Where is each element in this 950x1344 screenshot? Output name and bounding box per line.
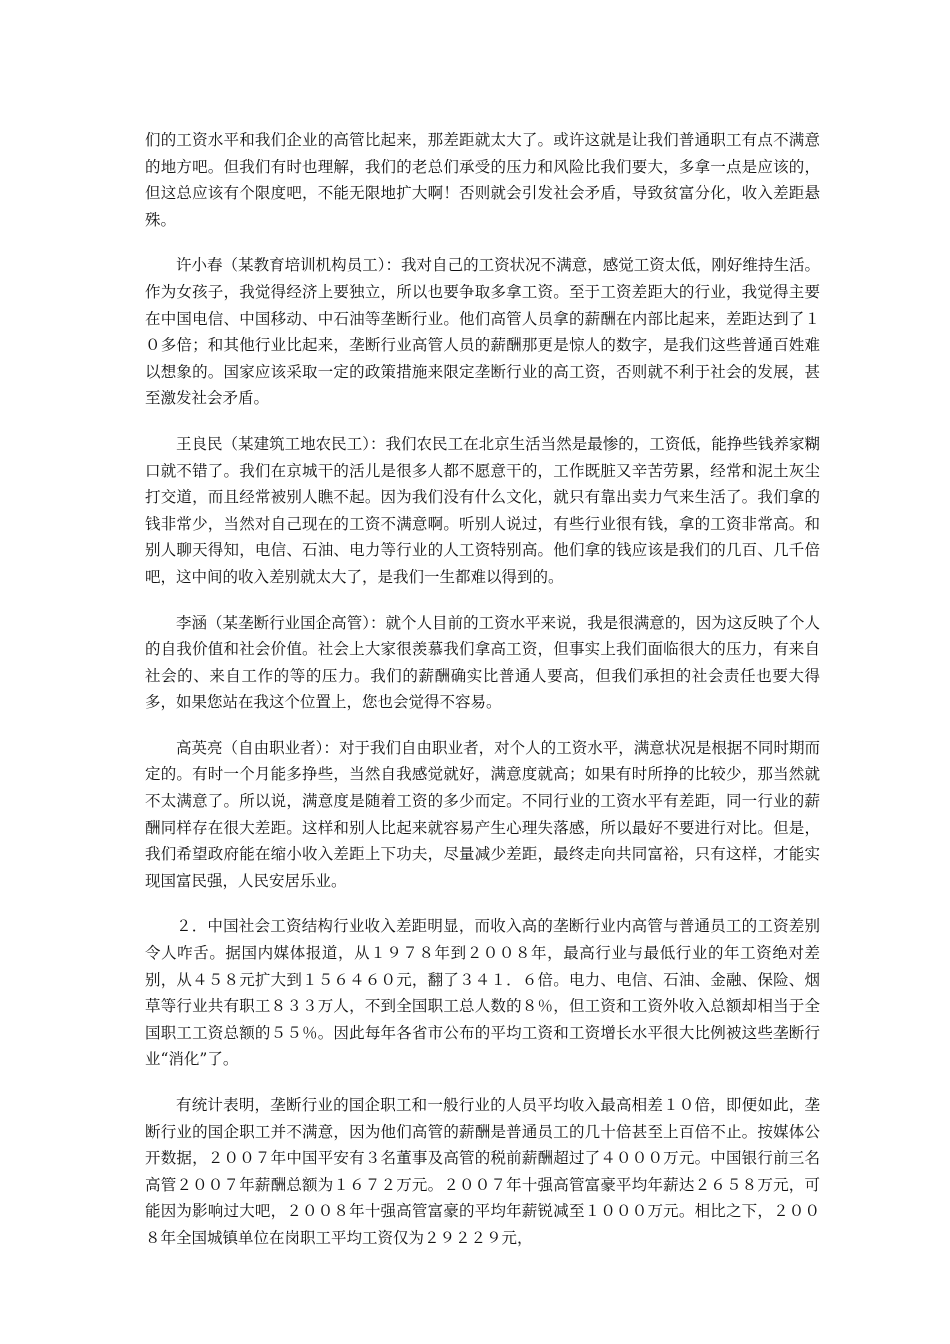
document-body [145, 127, 820, 1271]
paragraph-section-2: ２．中国社会工资结构行业收入差距明显，而收入高的垄断行业内高管与普通员工的工资差别令人咋舌。据国内媒体报道，从１９７８年到２００８年，最高行业与最低行业的年工资绝对差别，从４５８元扩大到１５６４６０元，翻了３４１．６倍。电力、电信、石油、金融、保险、烟草等行业共有职工８３３万人，不到全国职工总人数的８％，但工资和工资外收入总额却相当于全国职工工资总额的５５％。因此每年各省市公布的平均工资和工资增长水平很大比例被这些垄断行业“消化”了。 [145, 917, 820, 1069]
paragraph-statistics: 有统计表明，垄断行业的国企职工和一般行业的人员平均收入最高相差１０倍，即便如此，垄断行业的国企职工并不满意，因为他们高管的薪酬是普通员工的几十倍甚至上百倍不止。按媒体公开数据，２００７年中国平安有３名董事及高管的税前薪酬超过了４０００万元。中国银行前三名高管２００７年薪酬总额为１６７２万元。２００７年十强高管富豪平均年薪达２６５８万元，可能因为影响过大吧，２００８年十强高管富豪的平均年薪锐减至１０００万元。相比之下，２００８年全国城镇单位在岗职工平均工资仅为２９２２９元， [145, 1096, 820, 1247]
paragraph-wang-liangmin: 王良民（某建筑工地农民工）：我们农民工在北京生活当然是最惨的，工资低，能挣些钱养家糊口就不错了。我们在京城干的活儿是很多人都不愿意干的，工作既脏又辛苦劳累，经常和泥土灰尘打交道，而且经常被别人瞧不起。因为我们没有什么文化，就只有靠出卖力气来生活了。我们拿的钱非常少，当然对自己现在的工资不满意啊。听别人说过，有些行业很有钱，拿的工资非常高。和别人聊天得知，电信、石油、电力等行业的人工资特别高。他们拿的钱应该是我们的几百、几千倍吧，这中间的收入差别就太大了，是我们一生都难以得到的。 [145, 434, 820, 586]
paragraph-li-han: 李涵（某垄断行业国企高管）：就个人目前的工资水平来说，我是很满意的，因为这反映了个人的自我价值和社会价值。社会上大家很羡慕我们拿高工资，但事实上我们面临很大的压力，有来自社会的、来自工作的等的压力。我们的薪酬确实比普通人要高，但我们承担的社会责任也要大得多，如果您站在我这个位置上，您也会觉得不容易。 [145, 613, 820, 712]
paragraph-xu-xiaochun: 许小春（某教育培训机构员工）：我对自己的工资状况不满意，感觉工资太低，刚好维持生活。作为女孩子，我觉得经济上要独立，所以也要争取多拿工资。至于工资差距大的行业，我觉得主要在中国电信、中国移动、中石油等垄断行业。他们高管人员拿的薪酬在内部比起来，差距达到了１０多倍；和其他行业比起来，垄断行业高管人员的薪酬那更是惊人的数字，是我们这些普通百姓难以想象的。国家应该采取一定的政策措施来限定垄断行业的高工资，否则就不利于社会的发展，甚至激发社会矛盾。 [145, 256, 820, 408]
paragraph-gao-yingliang: 高英亮（自由职业者）：对于我们自由职业者，对个人的工资水平，满意状况是根据不同时期而定的。有时一个月能多挣些，当然自我感觉就好，满意度就高；如果有时所挣的比较少，那当然就不太满意了。所以说，满意度是随着工资的多少而定。不同行业的工资水平有差距，同一行业的薪酬同样存在很大差距。这样和别人比起来就容易产生心理失落感，所以最好不要进行对比。但是，我们希望政府能在缩小收入差距上下功夫，尽量减少差距，最终走向共同富裕，只有这样，才能实现国富民强，人民安居乐业。 [145, 738, 820, 890]
paragraph-continuation: 们的工资水平和我们企业的高管比起来，那差距就太大了。或许这就是让我们普通职工有点不满意的地方吧。但我们有时也理解，我们的老总们承受的压力和风险比我们要大，多拿一点是应该的，但这总应该有个限度吧，不能无限地扩大啊！否则就会引发社会矛盾，导致贫富分化，收入差距悬殊。 [145, 131, 820, 229]
